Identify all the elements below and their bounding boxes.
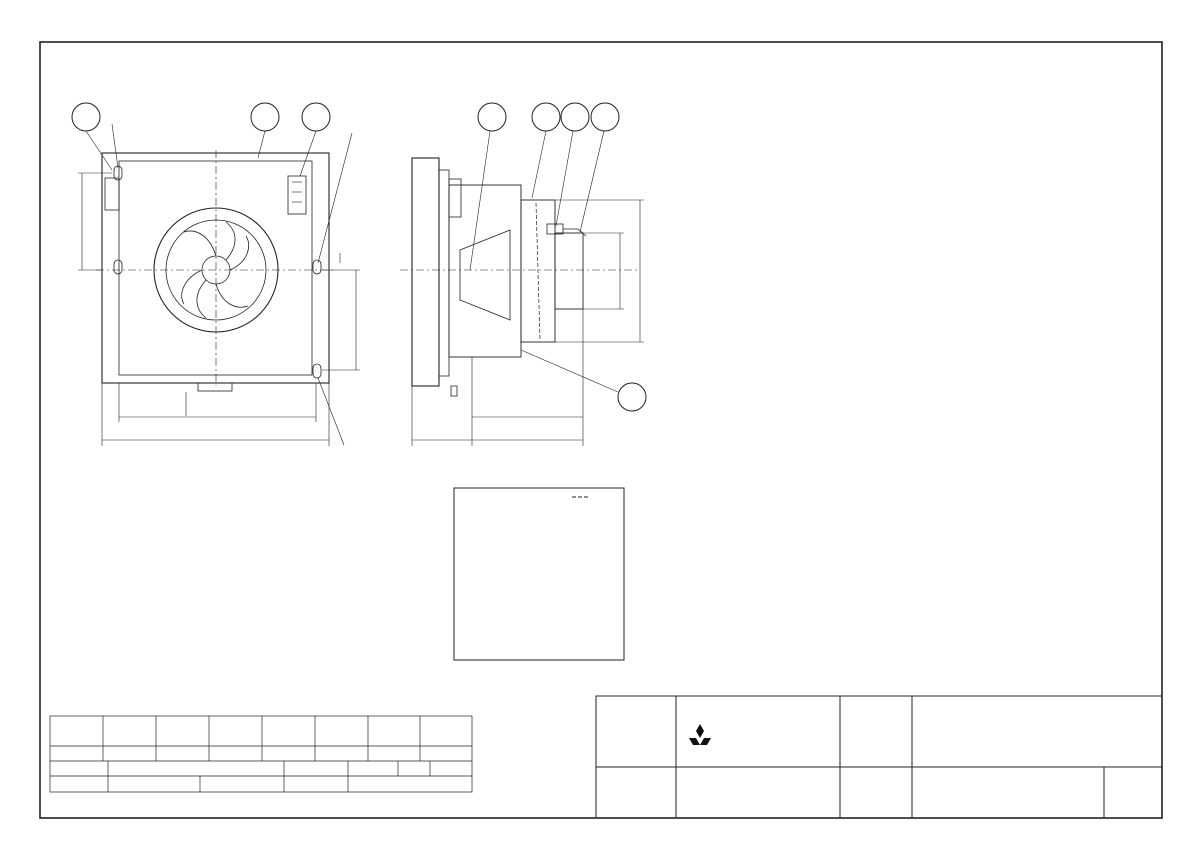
callout-circle <box>618 383 646 411</box>
pq-chart <box>454 488 624 660</box>
side-blade <box>460 230 510 320</box>
side-dimension-lines <box>412 200 644 446</box>
power-switch-box <box>105 178 119 210</box>
side-view <box>400 131 644 446</box>
callout-circle <box>251 103 279 131</box>
front-dimension-lines <box>78 173 360 446</box>
side-motor <box>555 233 583 309</box>
front-inner-panel <box>119 161 312 375</box>
title-block <box>596 696 1162 818</box>
mount-slot-br <box>313 364 321 378</box>
side-grille-face <box>412 158 439 386</box>
bottom-tab <box>198 383 232 391</box>
sheet-border <box>40 42 1162 818</box>
front-outline <box>102 153 329 383</box>
mount-slot-ml <box>114 260 122 274</box>
callout-circle <box>478 103 506 131</box>
callout-circle <box>302 103 330 131</box>
callout-circle <box>591 103 619 131</box>
spec-grid <box>50 716 472 792</box>
mount-slot-mr <box>313 260 321 274</box>
front-view <box>78 124 360 446</box>
callout-circle <box>532 103 560 131</box>
chart-plot-area <box>454 488 624 660</box>
callout-circle <box>72 103 100 131</box>
callout-group <box>72 103 646 411</box>
spec-table <box>50 716 472 792</box>
mitsubishi-logo <box>689 724 711 745</box>
side-leaders <box>470 131 618 392</box>
callout-circle <box>561 103 589 131</box>
